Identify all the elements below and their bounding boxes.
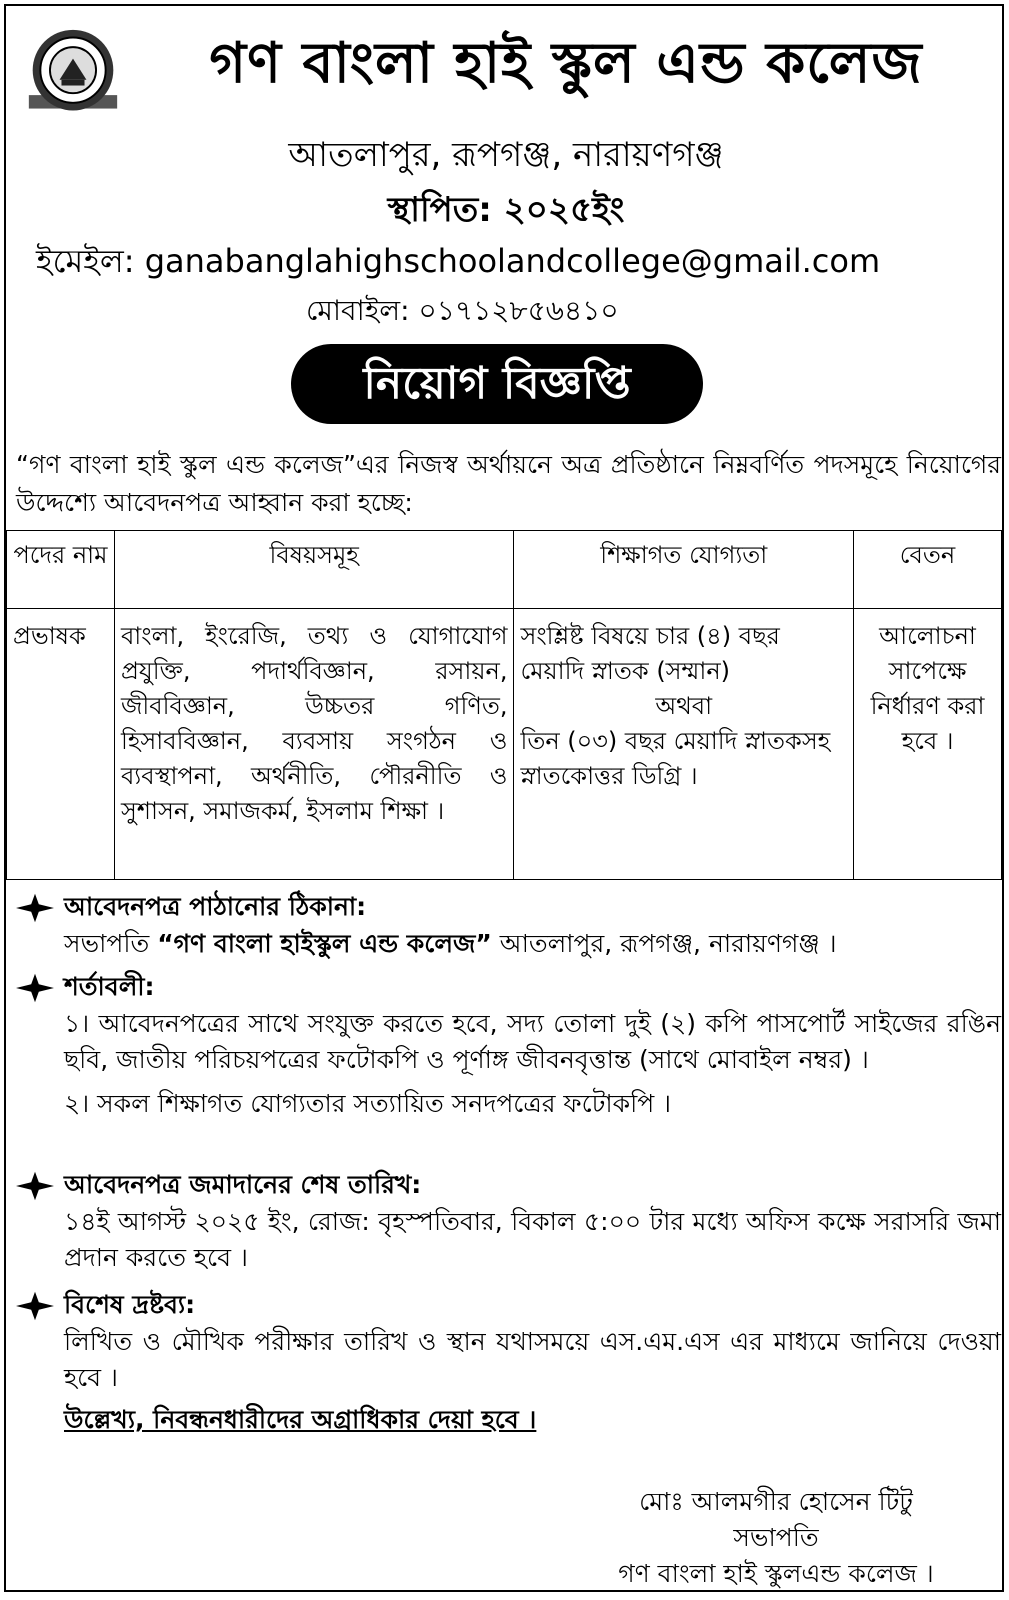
table-header-row <box>7 531 1002 609</box>
section-heading: আবেদনপত্র পাঠানোর ঠিকানা: <box>16 890 1001 926</box>
section-heading: বিশেষ দ্রষ্টব্য: <box>16 1288 1001 1324</box>
signatory-designation: সভাপতি <box>733 1523 819 1552</box>
signatory-institution: গণ বাংলা হাই স্কুলএন্ড কলেজ । <box>618 1559 934 1588</box>
mobile-line <box>306 289 1009 336</box>
section-heading: শর্তাবলী: <box>16 970 1001 1006</box>
established-year: স্থাপিত: ২০২৫ইং <box>387 190 625 230</box>
section-special-note <box>16 1288 1001 1438</box>
signatory-name: মোঃ আলমগীর হোসেন টিটু <box>639 1487 913 1516</box>
email-address[interactable]: ganabanglahighschoolandcollege@gmail.com <box>144 242 881 280</box>
email-line <box>36 236 1009 290</box>
priority-note: উল্লেখ্য, নিবন্ধনধারীদের অগ্রাধিকার দেয়া হবে । <box>64 1405 537 1434</box>
notice-page <box>4 4 1004 1592</box>
section-terms <box>16 970 1001 1122</box>
section-deadline <box>16 1168 1001 1276</box>
intro-paragraph: “গণ বাংলা হাই স্কুল এন্ড কলেজ”এর নিজস্ব অর্থায়নে অত্র প্রতিষ্ঠানে নিম্নবর্ণিত পদসমূহে নিয়োগের উদ্দেশ্যে আবেদনপত্র আহ্বান করা হচ্ছে: <box>16 450 1001 517</box>
term-2: ২। সকল শিক্ষাগত যোগ্যতার সত্যায়িত সনদপত্রের ফটোকপি । <box>64 1089 672 1118</box>
qualification-option-1: সংশ্লিষ্ট বিষয়ে চার (৪) বছর মেয়াদি স্নাতক (সম্মান) <box>520 622 780 685</box>
table-row <box>7 609 1002 880</box>
four-point-star-icon <box>16 1171 54 1201</box>
four-point-star-icon <box>16 1291 54 1321</box>
cell-subjects: বাংলা, ইংরেজি, তথ্য ও যোগাযোগ প্রযুক্তি, পদার্থবিজ্ঞান, রসায়ন, জীববিজ্ঞান, উচ্চতর গণিত, হিসাববিজ্ঞান, ব্যবসায় সংগঠন ও ব্যবস্থাপনা, অর্থনীতি, পৌরনীতি ও সুশাসন, সমাজকর্ম, ইসলাম শিক্ষা । <box>114 609 514 880</box>
deadline-text: ১৪ই আগস্ট ২০২৫ ইং, রোজ: বৃহস্পতিবার, বিকাল ৫:০০ টার মধ্যে অফিস কক্ষে সরাসরি জমা প্রদান করতে হবে । <box>64 1207 1001 1272</box>
section-application-address <box>16 890 1001 962</box>
term-1: ১। আবেদনপত্রের সাথে সংযুক্ত করতে হবে, সদ্য তোলা দুই (২) কপি পাসপোর্ট সাইজের রঙিন ছবি, জাতীয় পরিচয়পত্রের ফটোকপি ও পূর্ণাঙ্গ জীবনবৃত্তান্ত (সাথে মোবাইল নম্বর) । <box>64 1009 1001 1074</box>
cell-salary: আলোচনা সাপেক্ষে নির্ধারণ করা হবে । <box>854 609 1002 880</box>
qualification-or: অথবা <box>655 692 713 720</box>
section-heading: আবেদনপত্র জমাদানের শেষ তারিখ: <box>16 1168 1001 1204</box>
four-point-star-icon <box>16 893 54 923</box>
header-salary: বেতন <box>854 531 1002 609</box>
header-qualification: শিক্ষাগত যোগ্যতা <box>514 531 854 609</box>
mobile-number: ০১৭১২৮৫৬৪১০ <box>418 294 619 327</box>
cell-qualification <box>514 609 854 880</box>
header-subjects: বিষয়সমূহ <box>114 531 514 609</box>
section-text: সভাপতি “গণ বাংলা হাইস্কুল এন্ড কলেজ” আতলাপুর, রূপগঞ্জ, নারায়ণগঞ্জ । <box>64 929 837 958</box>
notice-title-banner: নিয়োগ বিজ্ঞপ্তি <box>291 344 703 424</box>
vacancy-table <box>6 530 1002 880</box>
signature-block <box>566 1484 986 1592</box>
email-label: ইমেইল: <box>36 242 135 280</box>
institution-title: গণ বাংলা হাই স্কুল এন্ড কলেজ <box>209 31 923 96</box>
school-emblem-icon <box>24 26 122 122</box>
four-point-star-icon <box>16 973 54 1003</box>
qualification-option-2: তিন (০৩) বছর মেয়াদি স্নাতকসহ স্নাতকোত্তর ডিগ্রি । <box>520 727 831 790</box>
note-text: লিখিত ও মৌখিক পরীক্ষার তারিখ ও স্থান যথাসময়ে এস.এম.এস এর মাধ্যমে জানিয়ে দেওয়া হবে । <box>64 1327 1001 1392</box>
mobile-label: মোবাইল: <box>306 294 410 327</box>
cell-post: প্রভাষক <box>7 609 115 880</box>
institution-address: আতলাপুর, রূপগঞ্জ, নারায়ণগঞ্জ <box>288 135 724 175</box>
header-post-name: পদের নাম <box>7 531 115 609</box>
